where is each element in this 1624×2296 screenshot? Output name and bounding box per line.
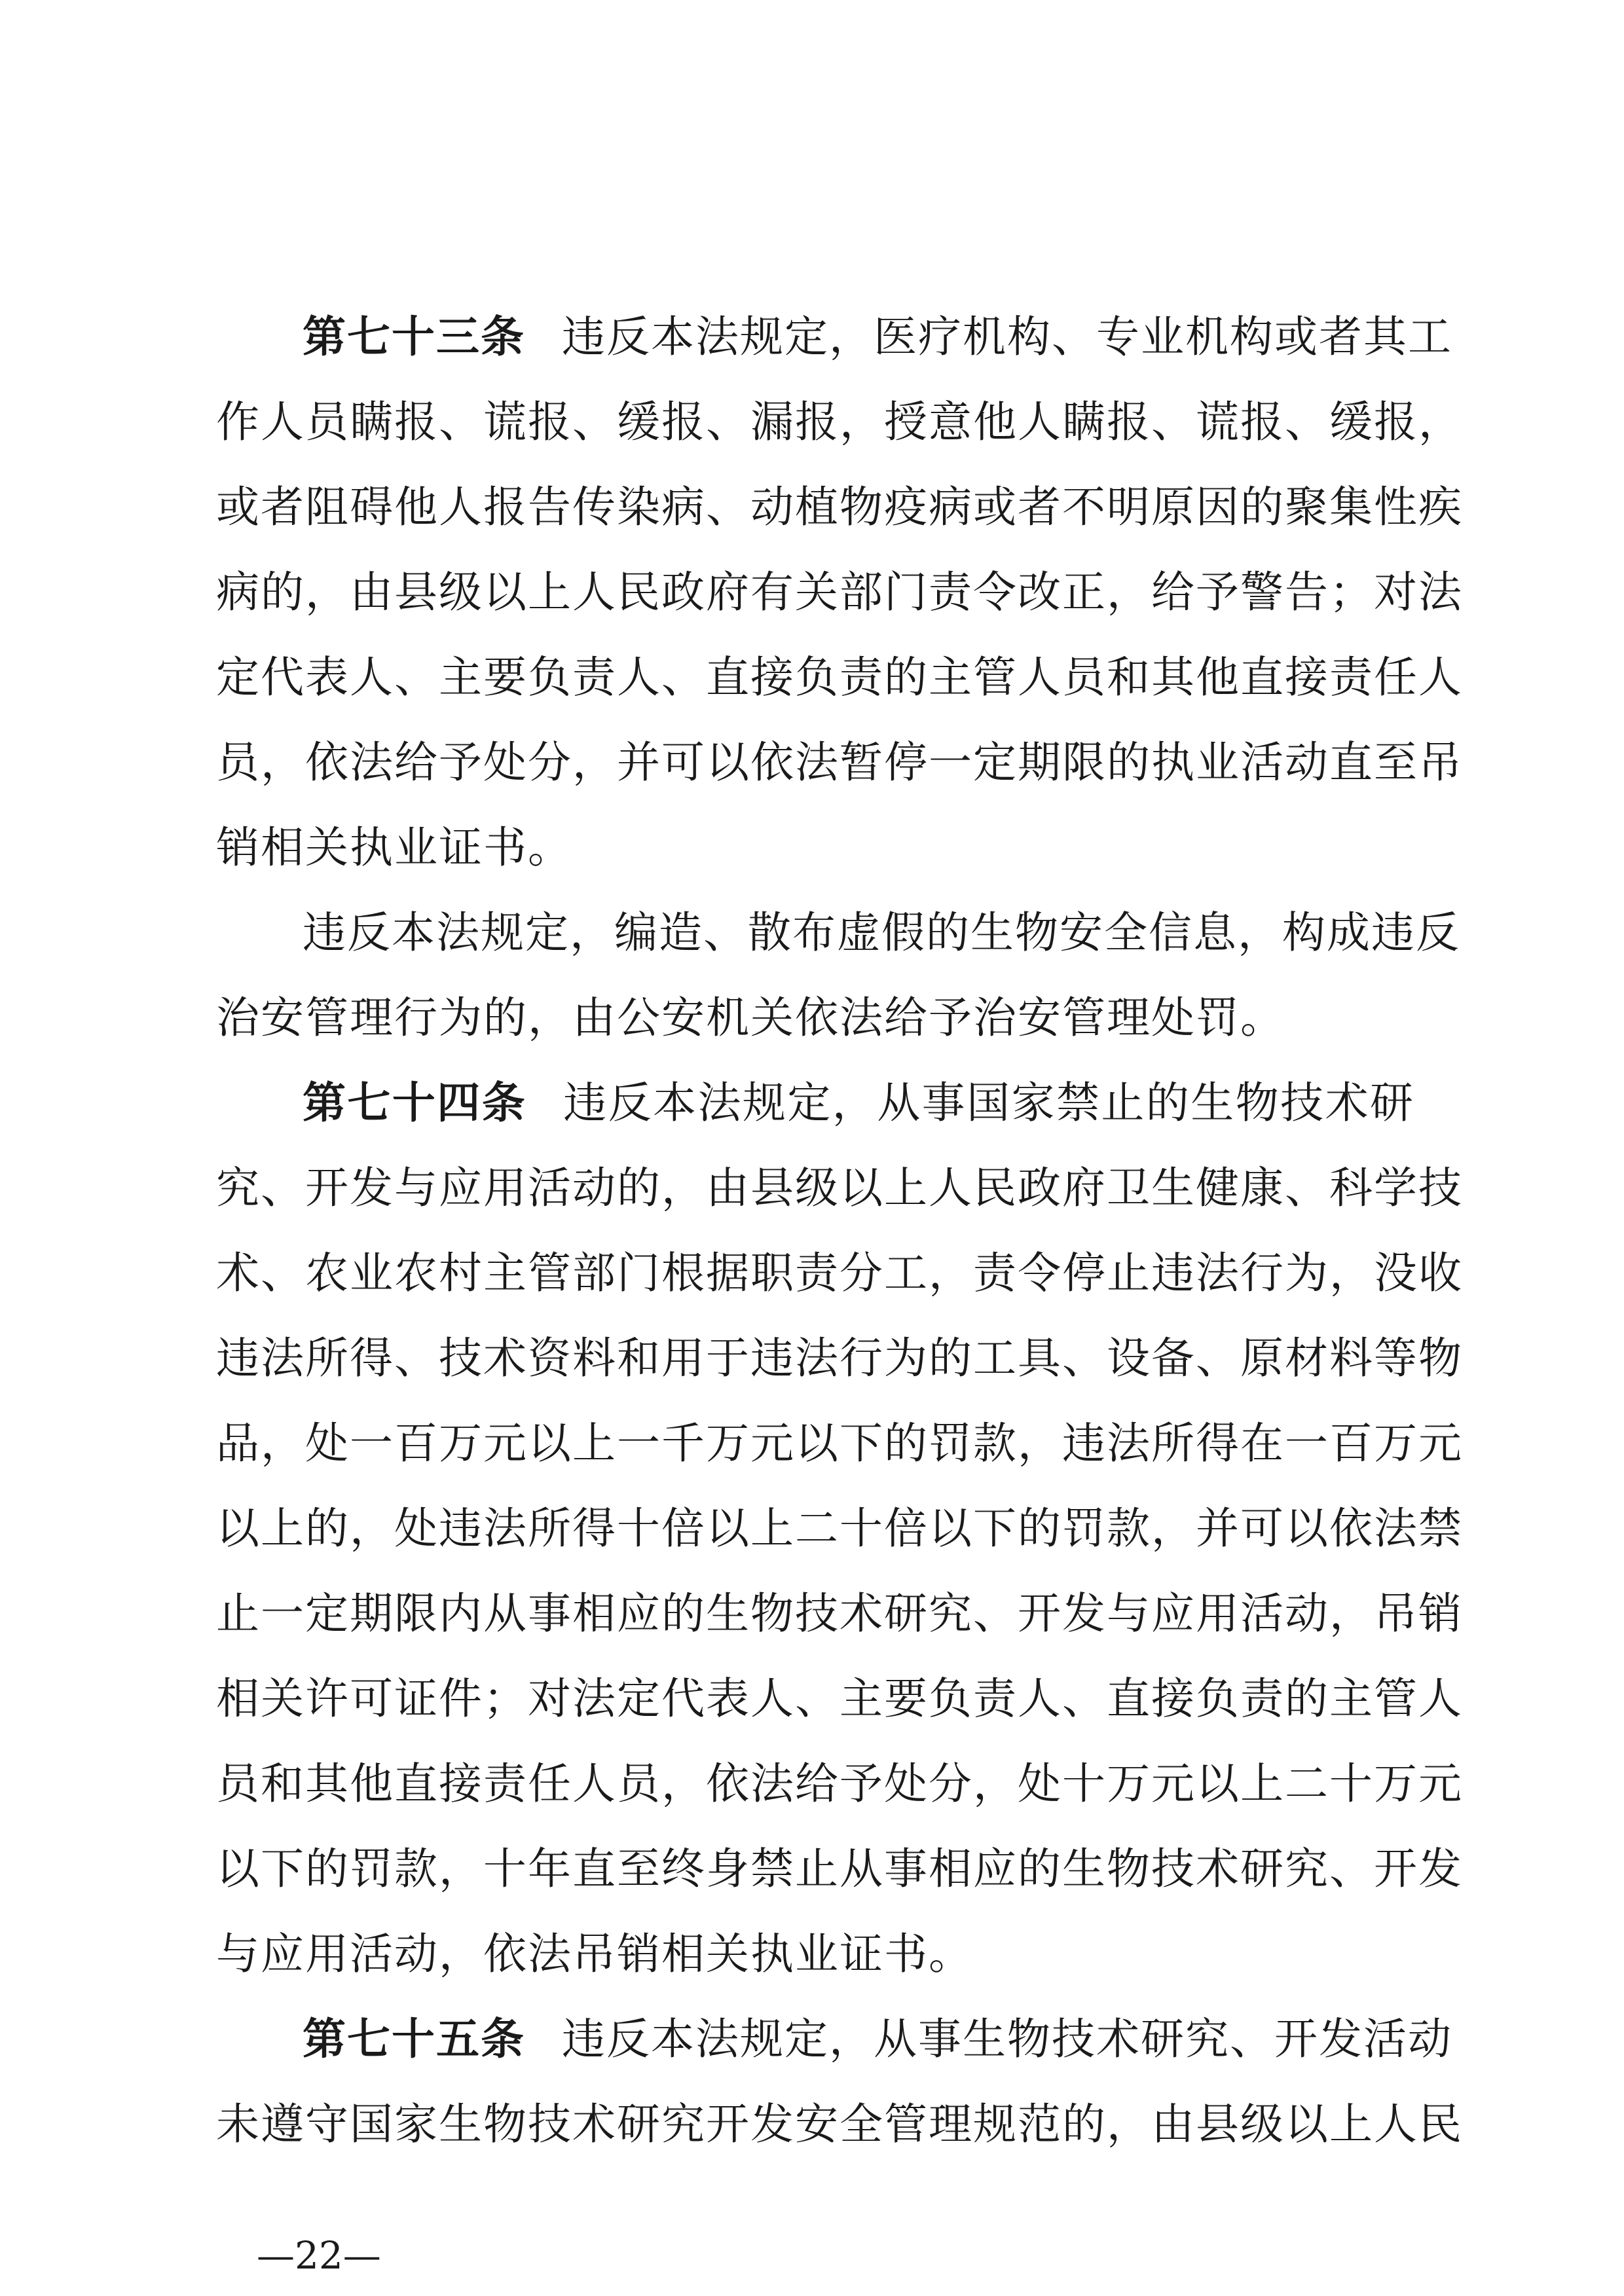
paragraph-line: 相关许可证件；对法定代表人、主要负责人、直接负责的主管人 <box>216 1673 1463 1724</box>
line-text: 违反本法规定，从事国家禁止的生物技术研 <box>563 1078 1415 1128</box>
paragraph-line: 病的，由县级以上人民政府有关部门责令改正，给予警告；对法 <box>216 567 1463 617</box>
paragraph-line: 止一定期限内从事相应的生物技术研究、开发与应用活动，吊销 <box>216 1588 1463 1639</box>
paragraph-line: 术、农业农村主管部门根据职责分工，责令停止违法行为，没收 <box>216 1248 1463 1298</box>
paragraph-line <box>303 1074 1414 1133</box>
paragraph-line: 与应用活动，依法吊销相关执业证书。 <box>216 1929 973 1979</box>
article-heading: 第七十五条 <box>303 2014 525 2064</box>
paragraph-line: 以下的罚款，十年直至终身禁止从事相应的生物技术研究、开发 <box>216 1844 1463 1894</box>
paragraph-line <box>303 2010 1452 2069</box>
page-number: —22— <box>257 2233 381 2278</box>
paragraph-line: 未遵守国家生物技术研究开发安全管理规范的，由县级以上人民 <box>216 2099 1463 2149</box>
line-text: 违反本法规定，从事生物技术研究、开发活动 <box>562 2014 1452 2064</box>
article-heading: 第七十四条 <box>303 1078 527 1128</box>
paragraph-line: 违反本法规定，编造、散布虚假的生物安全信息，构成违反 <box>303 907 1460 958</box>
paragraph-line <box>303 308 1452 367</box>
paragraph-line: 员和其他直接责任人员，依法给予处分，处十万元以上二十万元 <box>216 1758 1463 1809</box>
paragraph-line: 究、开发与应用活动的，由县级以上人民政府卫生健康、科学技 <box>216 1163 1463 1213</box>
paragraph-line: 治安管理行为的，由公安机关依法给予治安管理处罚。 <box>216 993 1285 1043</box>
paragraph-line: 违法所得、技术资料和用于违法行为的工具、设备、原材料等物 <box>216 1333 1463 1383</box>
article-heading: 第七十三条 <box>303 312 525 362</box>
paragraph-line: 品，处一百万元以上一千万元以下的罚款，违法所得在一百万元 <box>216 1418 1463 1468</box>
paragraph-line: 销相关执业证书。 <box>216 822 572 873</box>
line-text: 违反本法规定，医疗机构、专业机构或者其工 <box>562 312 1452 362</box>
paragraph-line: 或者阻碍他人报告传染病、动植物疫病或者不明原因的聚集性疾 <box>216 482 1463 532</box>
paragraph-line: 定代表人、主要负责人、直接负责的主管人员和其他直接责任人 <box>216 652 1463 702</box>
paragraph-line: 作人员瞒报、谎报、缓报、漏报，授意他人瞒报、谎报、缓报， <box>216 397 1463 447</box>
paragraph-line: 员，依法给予处分，并可以依法暂停一定期限的执业活动直至吊 <box>216 737 1463 788</box>
paragraph-line: 以上的，处违法所得十倍以上二十倍以下的罚款，并可以依法禁 <box>216 1503 1463 1554</box>
